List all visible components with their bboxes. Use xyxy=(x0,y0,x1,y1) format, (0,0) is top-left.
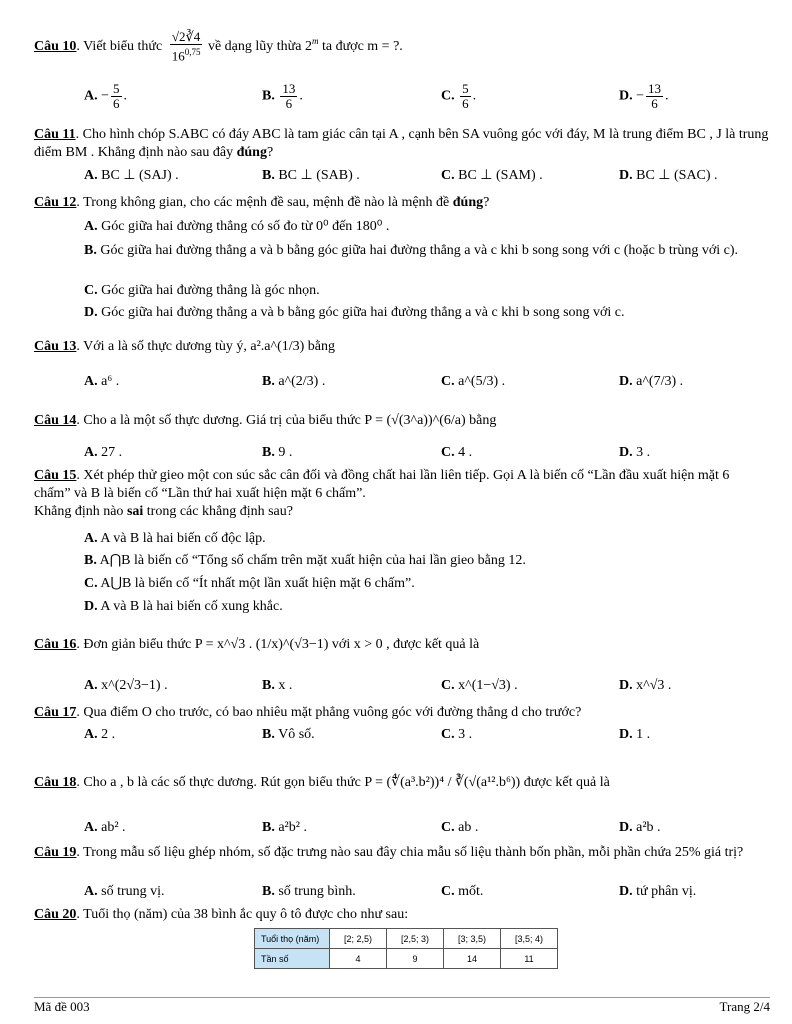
option-c[interactable]: C. 4 . xyxy=(441,445,473,460)
exam-code: Mã đề 003 xyxy=(34,999,90,1014)
option-c[interactable]: C. ab . xyxy=(441,820,479,835)
option-b[interactable]: B. số trung bình. xyxy=(262,884,356,899)
question-17: Câu 17. Qua điểm O cho trước, có bao nhiêu mặt phẳng vuông góc với đường thẳng d cho trước? xyxy=(34,705,582,720)
options-14 xyxy=(0,445,792,467)
option-c[interactable]: C. Góc giữa hai đường thẳng là góc nhọn. xyxy=(84,283,320,298)
option-d[interactable]: D. tứ phân vị. xyxy=(619,884,697,899)
option-d[interactable]: D. BC ⊥ (SAC) . xyxy=(619,168,718,183)
option-c[interactable]: C. $\frac{5}{6}$ . xyxy=(441,81,477,111)
option-b[interactable]: B. a²b² . xyxy=(262,820,307,835)
option-b[interactable]: B. Vô số. xyxy=(262,727,315,742)
option-d[interactable]: D. 1 . xyxy=(619,727,651,742)
question-19: Câu 19. Trong mẫu số liệu ghép nhóm, số đặc trưng nào sau đây chia mẫu số liệu thành bốn phần, mỗi phần chứa 25% giá trị? xyxy=(34,845,744,860)
option-a[interactable]: A. Góc giữa hai đường thẳng có số đo từ 0⁰ đến 180⁰ . xyxy=(84,219,390,234)
option-c[interactable]: C. a^(5/3) . xyxy=(441,374,506,389)
frequency-table xyxy=(254,928,558,969)
option-a[interactable]: A. a⁶ . xyxy=(84,374,120,389)
options-19 xyxy=(0,884,792,906)
question-20: Câu 20. Tuổi thọ (năm) của 38 bình ắc quy ô tô được cho như sau: xyxy=(34,907,409,922)
option-a[interactable]: A. − $\frac{5}{6}$ . xyxy=(84,81,128,111)
question-label: Câu 10 xyxy=(34,38,77,54)
question-15: Câu 15. Xét phép thử gieo một con súc sắc cân đối và đồng chất hai lần liên tiếp. Gọi A là biến cố “Lần đầu xuất hiện mặt 6 chấm” và B là biến cố “Lần thứ hai xuất hiện mặt 6 chấm”. Khẳng định nào sai trong các khẳng định sau? xyxy=(34,468,730,519)
options-11 xyxy=(0,167,792,189)
question-10: Câu 10. Viết biểu thức $\frac{√2∛4}{16^{0,75}}$ về dạng lũy thừa 2$^m$ ta được m = ?. xyxy=(34,29,403,64)
option-d[interactable]: D. 3 . xyxy=(619,445,651,460)
option-a[interactable]: A. ab² . xyxy=(84,820,126,835)
table-row: Tuổi thọ (năm) [2; 2,5) [2,5; 3) [3; 3,5) [3,5; 4) xyxy=(255,929,558,949)
option-a[interactable]: A. x^(2√3−1) . xyxy=(84,678,168,693)
option-c[interactable]: C. BC ⊥ (SAM) . xyxy=(441,168,543,183)
option-d[interactable]: D. a²b . xyxy=(619,820,661,835)
option-c[interactable]: C. A⋃B là biến cố “Ít nhất một lần xuất hiện mặt 6 chấm”. xyxy=(84,576,415,591)
options-17 xyxy=(0,727,792,749)
option-b[interactable]: B. 9 . xyxy=(262,445,293,460)
option-d[interactable]: D. A và B là hai biến cố xung khắc. xyxy=(84,599,283,614)
expression-fraction: $\frac{√2∛4}{16^{0,75}}$ xyxy=(171,29,201,64)
page-number: Trang 2/4 xyxy=(719,999,770,1014)
options-18 xyxy=(0,820,792,842)
option-b[interactable]: B. A⋂B là biến cố “Tổng số chấm trên mặt xuất hiện của hai lần gieo bằng 12. xyxy=(84,553,526,568)
option-b[interactable]: B. x . xyxy=(262,678,293,693)
page-footer xyxy=(34,997,770,1015)
option-d[interactable]: D. a^(7/3) . xyxy=(619,374,684,389)
options-13 xyxy=(0,374,792,396)
option-d[interactable]: D. − $\frac{13}{6}$ . xyxy=(619,81,669,111)
question-12: Câu 12. Trong không gian, cho các mệnh đề sau, mệnh đề nào là mệnh đề đúng? xyxy=(34,195,490,210)
question-14: Câu 14. Cho a là một số thực dương. Giá trị của biểu thức P = (√(3^a))^(6/a) bằng xyxy=(34,413,497,428)
option-b[interactable]: B. BC ⊥ (SAB) . xyxy=(262,168,360,183)
option-b[interactable]: B. Góc giữa hai đường thẳng a và b bằng góc giữa hai đường thẳng a và c khi b song song với c (hoặc b trùng với c). xyxy=(84,243,739,258)
table-row: Tần số 4 9 14 11 xyxy=(255,949,558,969)
option-a[interactable]: A. 2 . xyxy=(84,727,116,742)
question-13: Câu 13. Với a là số thực dương tùy ý, a².a^(1/3) bằng xyxy=(34,339,336,354)
option-a[interactable]: A. BC ⊥ (SAJ) . xyxy=(84,168,179,183)
option-a[interactable]: A. 27 . xyxy=(84,445,123,460)
option-a[interactable]: A. số trung vị. xyxy=(84,884,165,899)
option-b[interactable]: B. a^(2/3) . xyxy=(262,374,326,389)
option-c[interactable]: C. x^(1−√3) . xyxy=(441,678,518,693)
option-d[interactable]: D. Góc giữa hai đường thẳng a và b bằng góc giữa hai đường thẳng a và c khi b song song với c. xyxy=(84,305,625,320)
option-b[interactable]: B. $\frac{13}{6}$ . xyxy=(262,81,303,111)
option-c[interactable]: C. mốt. xyxy=(441,884,484,899)
option-d[interactable]: D. x^√3 . xyxy=(619,678,672,693)
options-10 xyxy=(0,82,792,118)
question-18: Câu 18. Cho a , b là các số thực dương. Rút gọn biểu thức P = (∜(a³.b²))⁴ / ∛(√(a¹².b⁶)) được kết quả là xyxy=(34,775,610,790)
question-11: Câu 11. Cho hình chóp S.ABC có đáy ABC là tam giác cân tại A , cạnh bên SA vuông góc với đáy, M là trung điểm BC , J là trung điểm BM . Khẳng định nào sau đây đúng? xyxy=(34,127,769,160)
options-16 xyxy=(0,678,792,700)
option-a[interactable]: A. A và B là hai biến cố độc lập. xyxy=(84,531,266,546)
option-c[interactable]: C. 3 . xyxy=(441,727,473,742)
question-16: Câu 16. Đơn giản biểu thức P = x^√3 . (1/x)^(√3−1) với x > 0 , được kết quả là xyxy=(34,637,480,652)
